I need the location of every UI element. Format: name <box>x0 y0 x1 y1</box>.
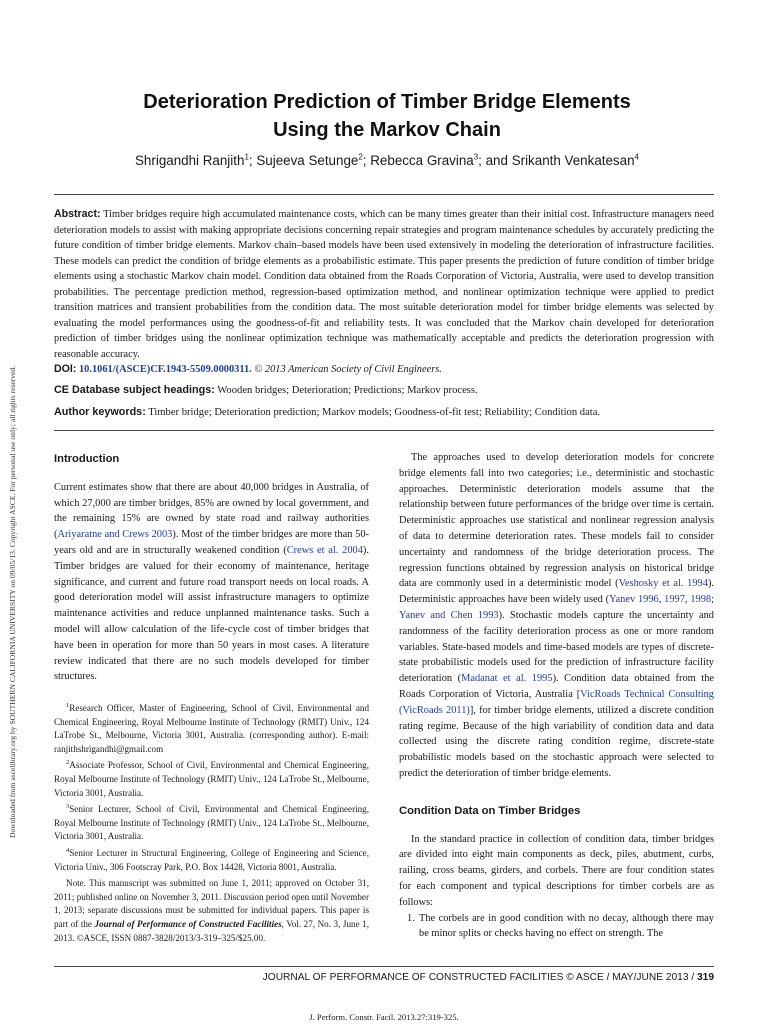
citation-link[interactable]: Yanev and Chen 1993 <box>399 609 499 621</box>
author-keywords-text: Timber bridge; Deterioration prediction; Markov models; Goodness-of-fit test; Reliability; Condition data. <box>148 407 601 418</box>
paragraph-text: The approaches used to develop deterioration models for concrete bridge elements fall into two categories; i.e., deterministic and stochastic approaches. Deterministic deterioration models assume that the relationship between future performances of the bridge over time is certain. Deterministic approaches use statistical and nonlinear regression analysis of data to determine deterioration rates. These models fail to consider uncertainty and randomness of the bridge deterioration process. The regression functions obtained by regression analysis on historical bridge data are commonly used in a deterministic model ( <box>399 452 714 590</box>
author-separator: ; <box>248 153 257 168</box>
author-name: Shrigandhi Ranjith <box>135 153 245 168</box>
download-notice-text: Downloaded from ascelibrary.org by SOUTHERN CALIFORNIA UNIVERSITY on 09/05/13. Copyright ASCE. For personal use only; all rights reserved. <box>8 365 17 838</box>
list-text: The corbels are in good condition with no decay, although there may be minor splits or checks having no effect on strength. The <box>419 912 714 940</box>
author-name: Srikanth Venkatesan <box>511 153 635 168</box>
footnote-mark: 2 <box>66 759 70 767</box>
citation-separator: , <box>658 594 665 606</box>
journal-footer <box>54 972 714 983</box>
footnotes <box>54 702 369 948</box>
author-keywords-label: Author keywords: <box>54 406 146 418</box>
citation-link[interactable]: 1998 <box>690 594 712 606</box>
condition-data-paragraph: In the standard practice in collection of condition data, timber bridges are divided into eight main components as deck, piles, abutment, curbs, railing, cross beams, girders, and corbels. There are four condition states for each component and typical descriptions for timber corbels are as follows: <box>399 833 714 908</box>
condition-data-heading: Condition Data on Timber Bridges <box>399 804 581 817</box>
introduction-section <box>54 452 369 685</box>
footnote <box>54 702 369 756</box>
author-affiliation-mark: 1 <box>244 152 249 162</box>
introduction-heading: Introduction <box>54 453 120 465</box>
introduction-paragraph <box>54 480 369 685</box>
citation-separator: ; <box>711 594 714 606</box>
footnote-text: Associate Professor, School of Civil, Environmental and Chemical Engineering, Royal Melbourne Institute of Technology (RMIT) Univ., 124 LaTrobe St., Melbourne, Victoria 3001, Australia. <box>54 760 369 798</box>
right-column <box>399 450 714 942</box>
paragraph-text: ). Condition data obtained from the Roads Corporation of Victoria, Australia [ <box>399 673 714 700</box>
footnote-mark: 4 <box>66 846 70 854</box>
paragraph-text: ). Most of the timber bridges are more than 50-years old and are in structurally weakened condition ( <box>54 529 369 556</box>
footnote-mark: 1 <box>66 701 70 709</box>
note-text: Note. This manuscript was submitted on June 1, 2011; approved on October 31, 2011; published online on November 3, 2011. Discussion period open until November 1, 2013; separate discussions must be submitted for individual papers. This paper is part of the <box>54 878 369 929</box>
paragraph-text: ). Deterministic approaches have been widely used ( <box>399 578 714 606</box>
citation-link[interactable]: Crews et al. 2004 <box>286 544 363 556</box>
author-separator: ; and <box>478 153 512 168</box>
list-item <box>399 911 714 943</box>
paragraph-text: ). Stochastic models capture the uncertainty and randomness of the facility deterioration process as one or more random variables. State-based models and time-based models are types of discrete-state probabilistic models used for the prediction of infrastructure facility deterioration ( <box>399 609 714 685</box>
author-affiliation-mark: 2 <box>358 152 363 162</box>
citation-link[interactable]: Veshosky et al. 1994 <box>618 578 708 590</box>
abstract-divider <box>54 430 714 431</box>
paragraph-text: ], for timber bridge elements, utilized a discrete condition rating regime. Because of the high variability of condition data and data collected using the discrete rating condition regime, discrete-state probabilistic models based on the stochastic approach were selected to predict the deterioration of timber bridge elements. <box>399 704 714 779</box>
footnote-mark: 3 <box>66 803 70 811</box>
footnote <box>54 759 369 800</box>
journal-name: Journal of Performance of Constructed Facilities <box>94 918 282 929</box>
footer-divider <box>54 966 714 967</box>
footnote-text: Senior Lecturer in Structural Engineering, College of Engineering and Science, Victoria Univ., 306 Footscray Park, P.O. Box 14428, Victoria 8001, Australia. <box>54 847 369 872</box>
ce-headings-text: Wooden bridges; Deterioration; Predictions; Markov process. <box>217 385 478 396</box>
ce-subject-headings <box>54 384 714 396</box>
paper-title-line-2: Using the Markov Chain <box>273 119 501 141</box>
approaches-paragraph <box>399 450 714 782</box>
abstract-label: Abstract: <box>54 208 101 220</box>
page-number: 319 <box>697 972 714 983</box>
paper-title-line-1: Deterioration Prediction of Timber Bridge Elements <box>143 91 631 113</box>
paragraph-text: Current estimates show that there are about 40,000 bridges in Australia, of which 27,000 are timber bridges, 85% are owned by local government, and the remaining 15% are owned by state road and railway authorities ( <box>54 481 369 541</box>
author-name: Rebecca Gravina <box>370 153 474 168</box>
paper-title <box>60 88 714 144</box>
citation-link[interactable]: 1997 <box>664 594 685 606</box>
author-keywords <box>54 406 714 418</box>
footnote <box>54 803 369 844</box>
footnote <box>54 847 369 874</box>
citation-separator: , <box>684 594 691 606</box>
citation-link[interactable]: VicRoads Technical Consulting (VicRoads 2011) <box>399 688 714 716</box>
abstract-text: Timber bridges require high accumulated maintenance costs, which can be many times greater than their initial cost. Infrastructure managers need deterioration models to assist with making appropriate decisions concerning repair strategies and program maintenance schedules by accurately predicting the future condition of timber bridge elements. Markov chain–based models have been used extensively in modeling the deterioration of infrastructure facilities. These models can predict the condition of bridge elements as a probabilistic estimate. This paper presents the prediction of future condition of timber bridge elements using a stochastic Markov chain model. Condition data obtained from the Roads Corporation of Victoria, Australia, were used to develop transition probabilities. The percentage prediction method, regression-based optimization method, and nonlinear optimization technique were applied to predict transition matrices and transient probabilities from the condition data. The most suitable deterioration model for timber bridge elements was selected by evaluating the model performances using the goodness-of-fit and reliability tests. It was concluded that the Markov chain developed for deterioration prediction of timber bridges using the nonlinear optimization technique was mathematically acceptable and predicts the deterioration progression with reasonable accuracy. <box>54 209 714 360</box>
doi-label: DOI: <box>54 363 77 375</box>
submission-note <box>54 877 369 945</box>
ce-headings-label: CE Database subject headings: <box>54 384 215 396</box>
footnote-text: Senior Lecturer, School of Civil, Environmental and Chemical Engineering, Royal Melbourne Institute of Technology (RMIT) Univ., 124 LaTrobe St., Melbourne, Victoria 3001, Australia. <box>54 804 369 842</box>
doi-link[interactable]: 10.1061/(ASCE)CF.1943-5509.0000311. <box>78 364 252 375</box>
citation-link[interactable]: Yanev 1996 <box>609 594 659 606</box>
journal-line: JOURNAL OF PERFORMANCE OF CONSTRUCTED FACILITIES © ASCE / MAY/JUNE 2013 / <box>262 972 697 983</box>
footnote-text: Research Officer, Master of Engineering, School of Civil, Environmental and Chemical Engineering, Royal Melbourne Institute of Technology (RMIT) Univ., 124 LaTrobe St., Melbourne, Victoria 3001, Australia. (corresponding author). E-mail: ranjithshrigandhi@gmail.com <box>54 703 369 754</box>
list-number: 1. <box>407 912 415 924</box>
paragraph-text: ). Timber bridges are valued for their economy of maintenance, heritage significance, and current and future road transport needs on local roads. A good deterioration model will assist infrastructure managers to optimize maintenance activities and reduce unplanned maintenance tasks. Such a model will allow calculation of the life-cycle cost of timber bridges that have been in operation for more than 50 years in most cases. A literature review indicated that there are no such models developed for timber structures. <box>54 544 369 683</box>
citation-line: J. Perform. Constr. Facil. 2013.27:319-325. <box>309 1012 459 1022</box>
author-affiliation-mark: 4 <box>634 152 639 162</box>
header-divider <box>54 194 714 195</box>
note-text: , Vol. 27, No. 3, June 1, 2013. ©ASCE, ISSN 0887-3828/2013/3-319–325/$25.00. <box>54 918 369 943</box>
copyright-notice: © 2013 American Society of Civil Engineers. <box>254 364 442 375</box>
author-separator: ; <box>362 153 371 168</box>
author-list <box>60 153 714 168</box>
citation-link[interactable]: Madanat et al. 1995 <box>461 673 553 685</box>
author-name: Sujeeva Setunge <box>256 153 359 168</box>
author-affiliation-mark: 3 <box>473 152 479 162</box>
abstract <box>54 207 714 378</box>
citation-link[interactable]: Ariyaratne and Crews 2003 <box>57 529 173 541</box>
